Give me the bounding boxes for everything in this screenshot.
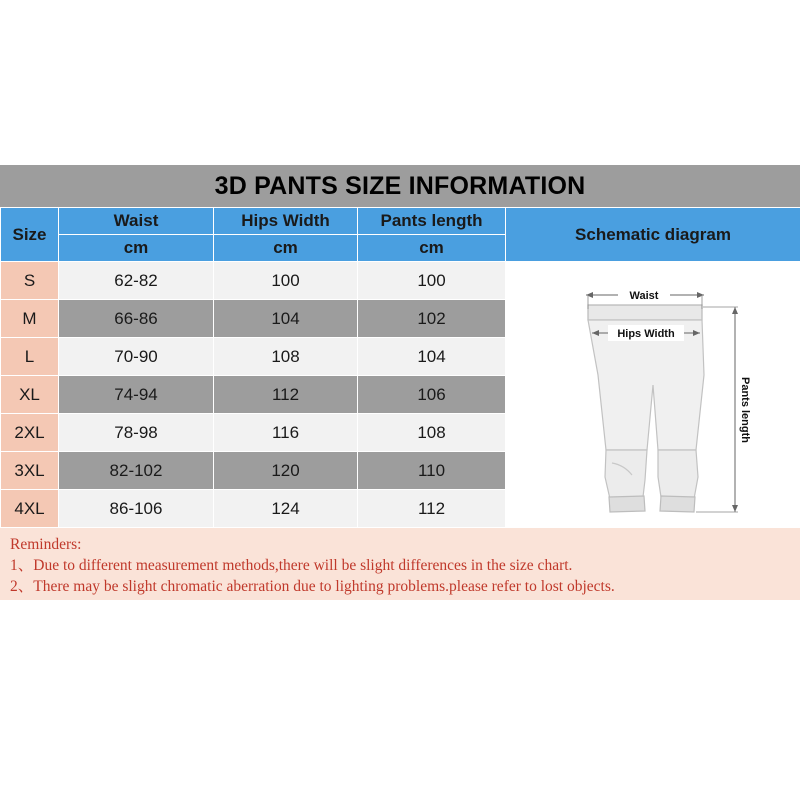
cell-waist: 86-106 [59,490,214,528]
size-table [0,207,800,528]
cell-length: 106 [358,376,506,414]
cell-hips: 100 [214,262,358,300]
svg-text:Pants length: Pants length [739,376,751,444]
cell-waist: 70-90 [59,338,214,376]
reminders-heading: Reminders: [10,536,82,553]
cell-waist: 82-102 [59,452,214,490]
cell-hips: 112 [214,376,358,414]
reminder-line-2: 2、There may be slight chromatic aberration due to lighting problems.please refer to lost objects. [10,578,615,595]
cell-length: 112 [358,490,506,528]
column-header-hips: Hips Width [214,208,358,235]
cell-size: S [1,262,59,300]
size-chart-card [0,165,800,620]
table-header-row [1,208,800,235]
cell-size: M [1,300,59,338]
cell-hips: 108 [214,338,358,376]
cell-hips: 124 [214,490,358,528]
svg-text:Waist: Waist [629,290,659,302]
cell-size: 2XL [1,414,59,452]
cell-length: 110 [358,452,506,490]
cell-length: 100 [358,262,506,300]
unit-hips: cm [214,235,358,262]
svg-text:Hips Width: Hips Width [617,328,675,340]
cell-waist: 62-82 [59,262,214,300]
column-header-waist: Waist [59,208,214,235]
chart-title-bar [0,165,800,207]
cell-size: 3XL [1,452,59,490]
cell-waist: 78-98 [59,414,214,452]
cell-waist: 74-94 [59,376,214,414]
cell-waist: 66-86 [59,300,214,338]
unit-waist: cm [59,235,214,262]
reminders-section [0,528,800,600]
cell-hips: 116 [214,414,358,452]
cell-length: 104 [358,338,506,376]
schematic-diagram [506,262,800,528]
table-row [1,262,800,300]
cell-length: 102 [358,300,506,338]
column-header-size: Size [1,208,59,262]
cell-size: 4XL [1,490,59,528]
cell-hips: 120 [214,452,358,490]
cell-size: L [1,338,59,376]
unit-length: cm [358,235,506,262]
cell-length: 108 [358,414,506,452]
cell-size: XL [1,376,59,414]
column-header-length: Pants length [358,208,506,235]
reminder-line-1: 1、Due to different measurement methods,there will be slight differences in the size chart. [10,557,573,574]
column-header-schematic: Schematic diagram [506,208,800,262]
cell-hips: 104 [214,300,358,338]
page-title: 3D PANTS SIZE INFORMATION [214,171,586,200]
